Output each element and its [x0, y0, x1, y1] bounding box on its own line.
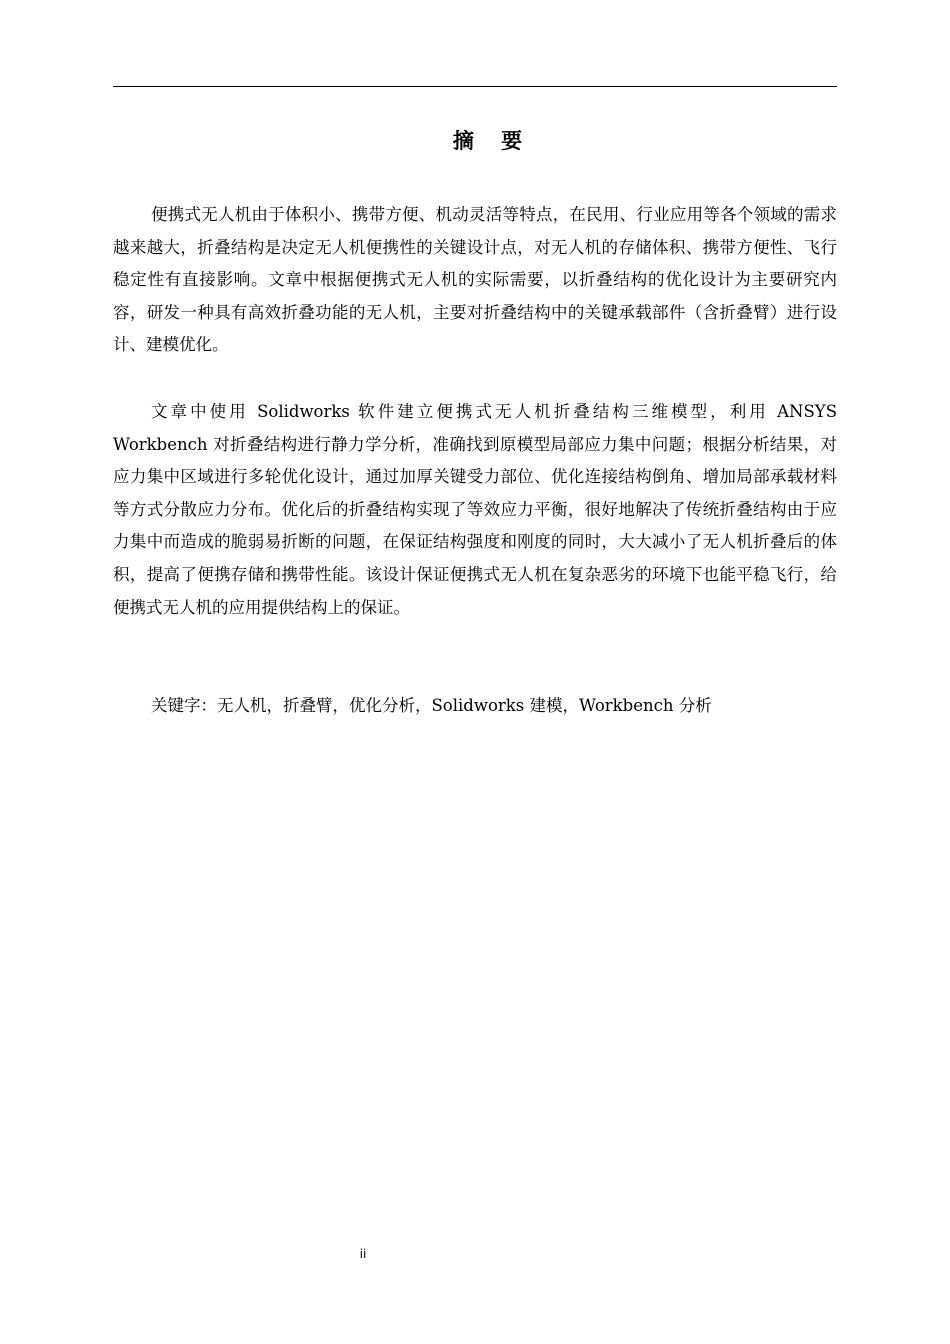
keywords-line: 关键字：无人机，折叠臂，优化分析，Solidworks 建模，Workbench 分析 — [151, 696, 712, 715]
page-number: ii — [359, 1247, 367, 1261]
abstract-title: 摘 要 — [452, 129, 533, 153]
header-rule — [113, 86, 837, 87]
abstract-paragraph-2: 文章中使用 Solidworks 软件建立便携式无人机折叠结构三维模型，利用 ANSYS Workbench 对折叠结构进行静力学分析，准确找到原模型局部应力集中问题；根据分析结果，对应力集中区域进行多轮优化设计，通过加厚关键受力部位、优化连接结构倒角、增加局部承载材料等方式分散应力分布。优化后的折叠结构实现了等效应力平衡，很好地解决了传统折叠结构由于应力集中而造成的脆弱易折断的问题，在保证结构强度和刚度的同时，大大减小了无人机折叠后的体积，提高了便携存储和携带性能。该设计保证便携式无人机在复杂恶劣的环境下也能平稳飞行，给便携式无人机的应用提供结构上的保证。 — [113, 402, 837, 617]
abstract-paragraph-1: 便携式无人机由于体积小、携带方便、机动灵活等特点，在民用、行业应用等各个领域的需求越来越大，折叠结构是决定无人机便携性的关键设计点，对无人机的存储体积、携带方便性、飞行稳定性有直接影响。文章中根据便携式无人机的实际需要，以折叠结构的优化设计为主要研究内容，研发一种具有高效折叠功能的无人机，主要对折叠结构中的关键承载部件（含折叠臂）进行设计、建模优化。 — [113, 205, 837, 355]
